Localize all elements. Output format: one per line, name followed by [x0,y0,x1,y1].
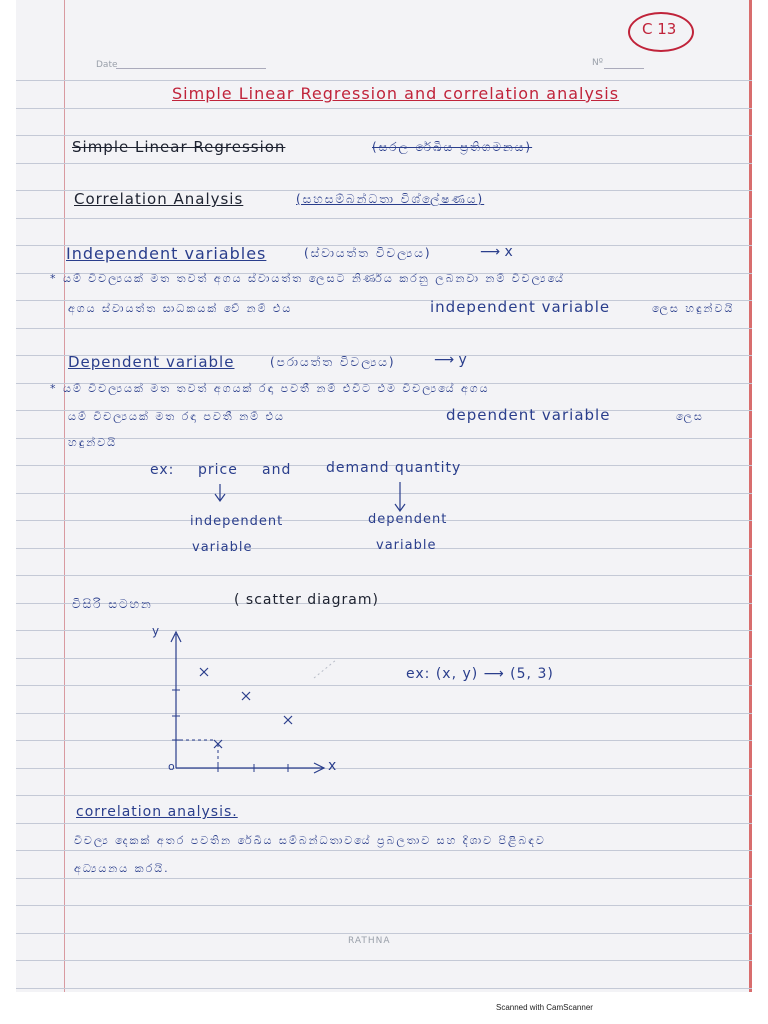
scatter-y-label: y [152,624,160,638]
page-title: Simple Linear Regression and correlation analysis [172,84,620,103]
independent-line-2: අගය ස්වායත්ත සාධකයක් වේ නම් එය [68,302,293,315]
ruled-line [16,740,752,741]
ruled-line [16,933,752,934]
example-demand: demand quantity [326,460,462,476]
example-independent-2: variable [192,540,253,555]
heading-correlation-analysis-sinhala: (සහසම්බන්ධතා විශ්ලේෂණය) [296,192,485,206]
scatter-points [200,668,292,748]
dependent-line-2-en: dependent variable [446,406,611,424]
independent-line-2-en: independent variable [430,298,611,316]
trend-hint [314,660,336,678]
heading-simple-linear-regression-sinhala: (සරල රේඛීය ප්‍රතිගමනය) [372,140,533,154]
independent-arrow-x: ⟶ x [480,244,513,260]
heading-correlation-analysis: Correlation Analysis [74,190,244,208]
ruled-line [16,905,752,906]
scatter-x-label: x [328,758,337,774]
independent-sinhala: (ස්වායත්ත විචල්‍යය) [304,246,432,260]
scatter-point [200,668,208,676]
ruled-line [16,713,752,714]
scatter-point [284,716,292,724]
ruled-line [16,850,752,851]
ruled-line [16,795,752,796]
ruled-line [16,685,752,686]
ruled-line [16,575,752,576]
no-label: Nº [592,58,603,68]
independent-line-1: * යම් විචල්‍යයක් මත තවත් අගය ස්වායත්ත ලෙසට නිර්ණය කරනු ලබනවා නම් විචල්‍යයේ [50,272,565,285]
example-dependent-2: variable [376,538,437,553]
dependent-arrow-y: ⟶ y [434,352,467,368]
example-dependent-1: dependent [368,512,448,527]
example-independent-1: independent [190,514,284,529]
dependent-line-1: * යම් විචල්‍යයක් මත තවත් අගයක් රඳා පවතී නම් එවිට එම විචල්‍යයේ අගය [50,382,490,395]
correlation-line-2: අධ්‍යයනය කරයි. [74,862,170,875]
dependent-line-2: යම් විචල්‍යයක් මත රඳා පවතී නම් එය [68,410,285,423]
dependent-sinhala: (පරායත්ත විචල්‍යය) [270,355,396,369]
watermark: RATHNA [348,936,391,946]
scatter-example: ex: (x, y) ⟶ (5, 3) [406,666,554,682]
heading-dependent-variable: Dependent variable [68,353,235,371]
heading-simple-linear-regression: Simple Linear Regression [72,138,286,156]
ruled-line [16,988,752,989]
heading-independent-variables: Independent variables [66,244,267,263]
ruled-line [16,878,752,879]
scanner-footer: Scanned with CamScanner [496,1003,593,1012]
correlation-line-1: විචල්‍ය දෙකක් අතර පවතින රේඛීය සම්බන්ධතාවයේ ප්‍රබලතාව සහ දිශාව පිළිබඳව [74,834,546,847]
example-price: price [198,462,238,478]
dependent-line-3: හඳුන්වයි [68,436,118,449]
ruled-line [16,823,752,824]
example-prefix: ex: [150,462,175,478]
correlation-heading: correlation analysis. [76,804,238,820]
ruled-line [16,658,752,659]
scatter-point [242,692,250,700]
dependent-line-2-end: ලෙස [676,410,704,423]
example-arrows [16,0,752,560]
independent-line-2-end: ලෙස හඳුන්වයි [652,302,735,315]
scatter-heading: ( scatter diagram) [234,592,379,608]
ruled-line [16,768,752,769]
scatter-diagram [136,620,376,780]
scatter-origin-label: o [168,760,175,773]
date-label: Date [96,60,118,70]
ruled-line [16,960,752,961]
ruled-line [16,630,752,631]
notebook-page [16,0,752,992]
example-and: and [262,462,292,478]
scatter-heading-sinhala: විසිරි සටහන [72,597,153,611]
page-code: C 13 [642,20,677,38]
